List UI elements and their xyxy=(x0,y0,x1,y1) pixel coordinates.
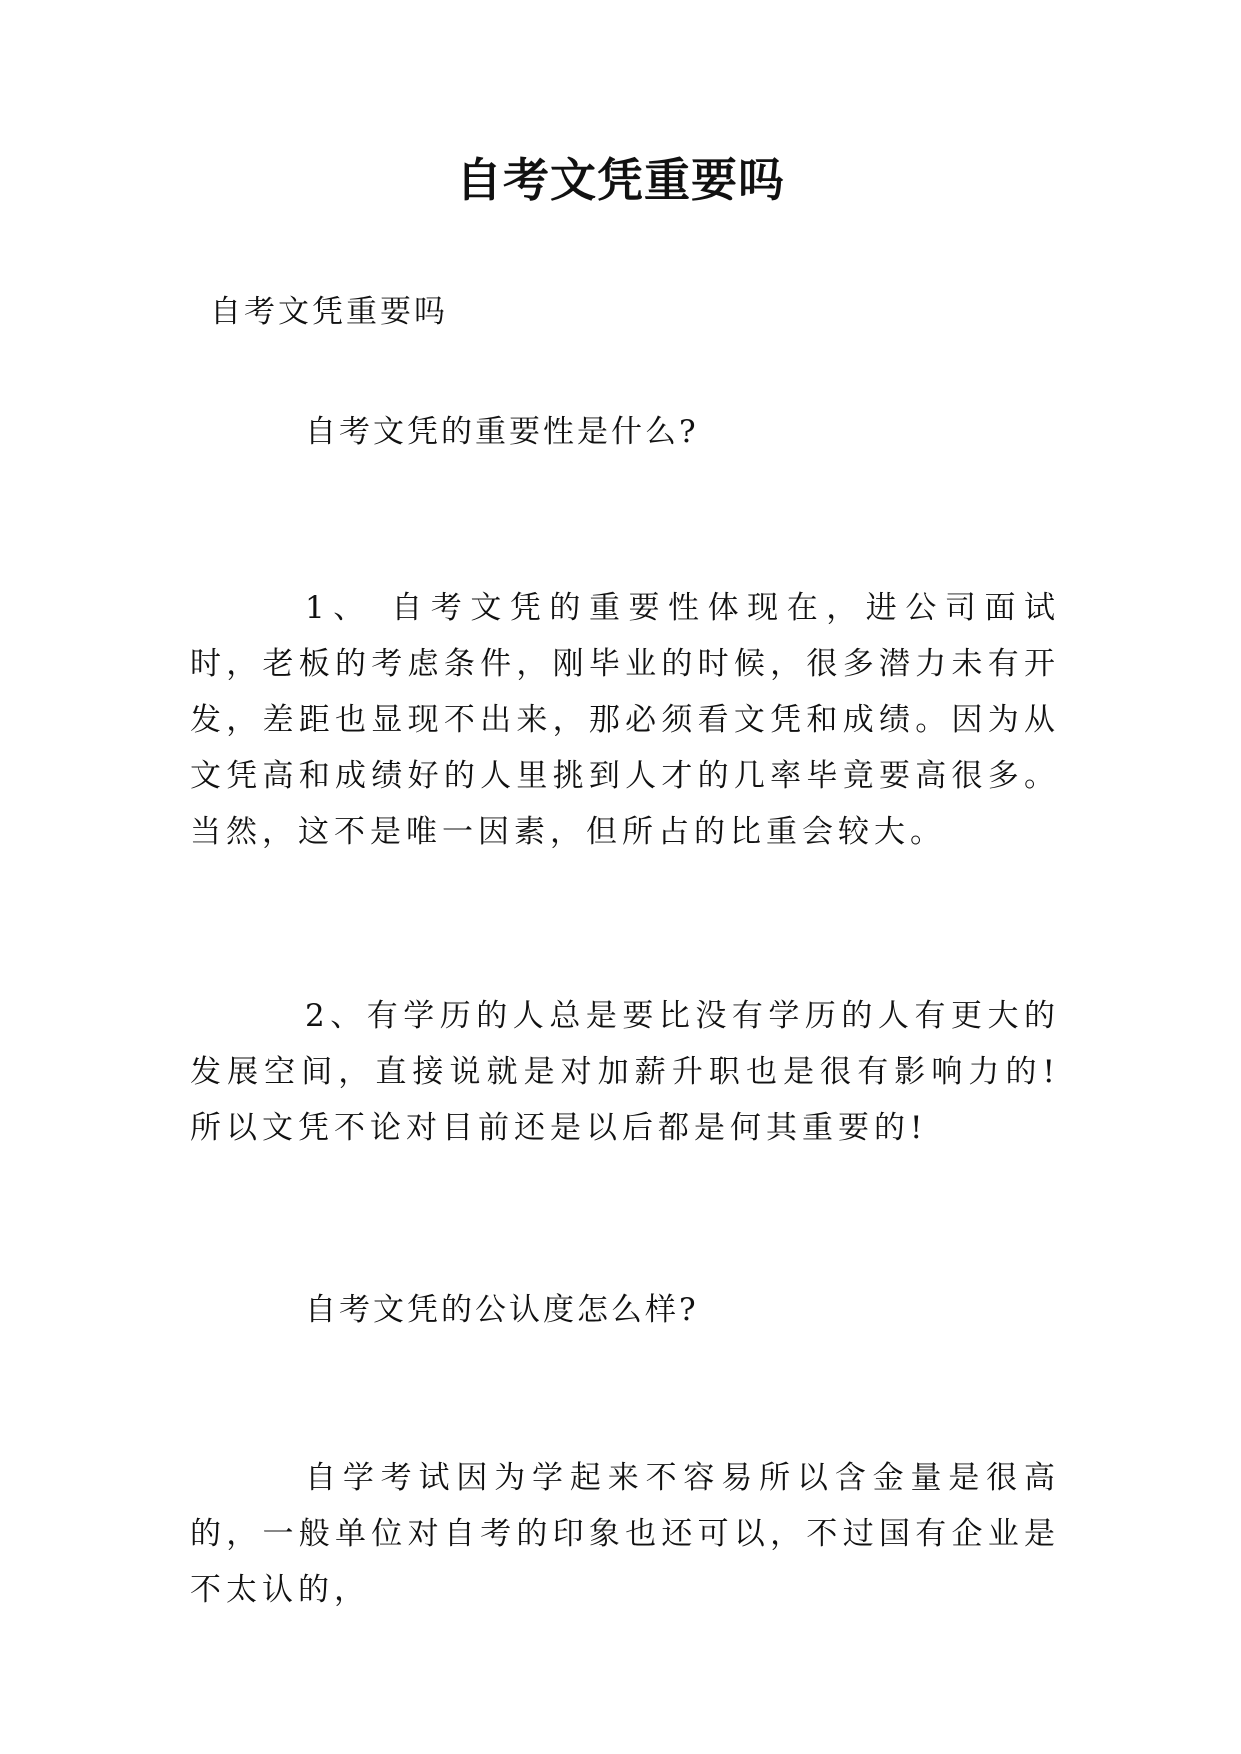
document-title: 自考文凭重要吗 xyxy=(456,153,785,207)
section-heading-importance: 自考文凭的重要性是什么? xyxy=(305,414,699,450)
section-heading-recognition: 自考文凭的公认度怎么样? xyxy=(305,1292,699,1328)
paragraph-recognition: 自学考试因为学起来不容易所以含金量是很高的，一般单位对自考的印象也还可以，不过国有企业是不太认的， xyxy=(190,1460,1060,1608)
document-subtitle: 自考文凭重要吗 xyxy=(210,294,448,330)
paragraph-importance-2: 2、有学历的人总是要比没有学历的人有更大的发展空间，直接说就是对加薪升职也是很有影响力的!所以文凭不论对目前还是以后都是何其重要的! xyxy=(190,998,1060,1146)
paragraph-importance-1: 1、 自考文凭的重要性体现在，进公司面试时，老板的考虑条件，刚毕业的时候，很多潜力未有开发，差距也显现不出来，那必须看文凭和成绩。因为从文凭高和成绩好的人里挑到人才的几率毕竟要高很多。当然，这不是唯一因素，但所占的比重会较大。 xyxy=(190,590,1060,850)
